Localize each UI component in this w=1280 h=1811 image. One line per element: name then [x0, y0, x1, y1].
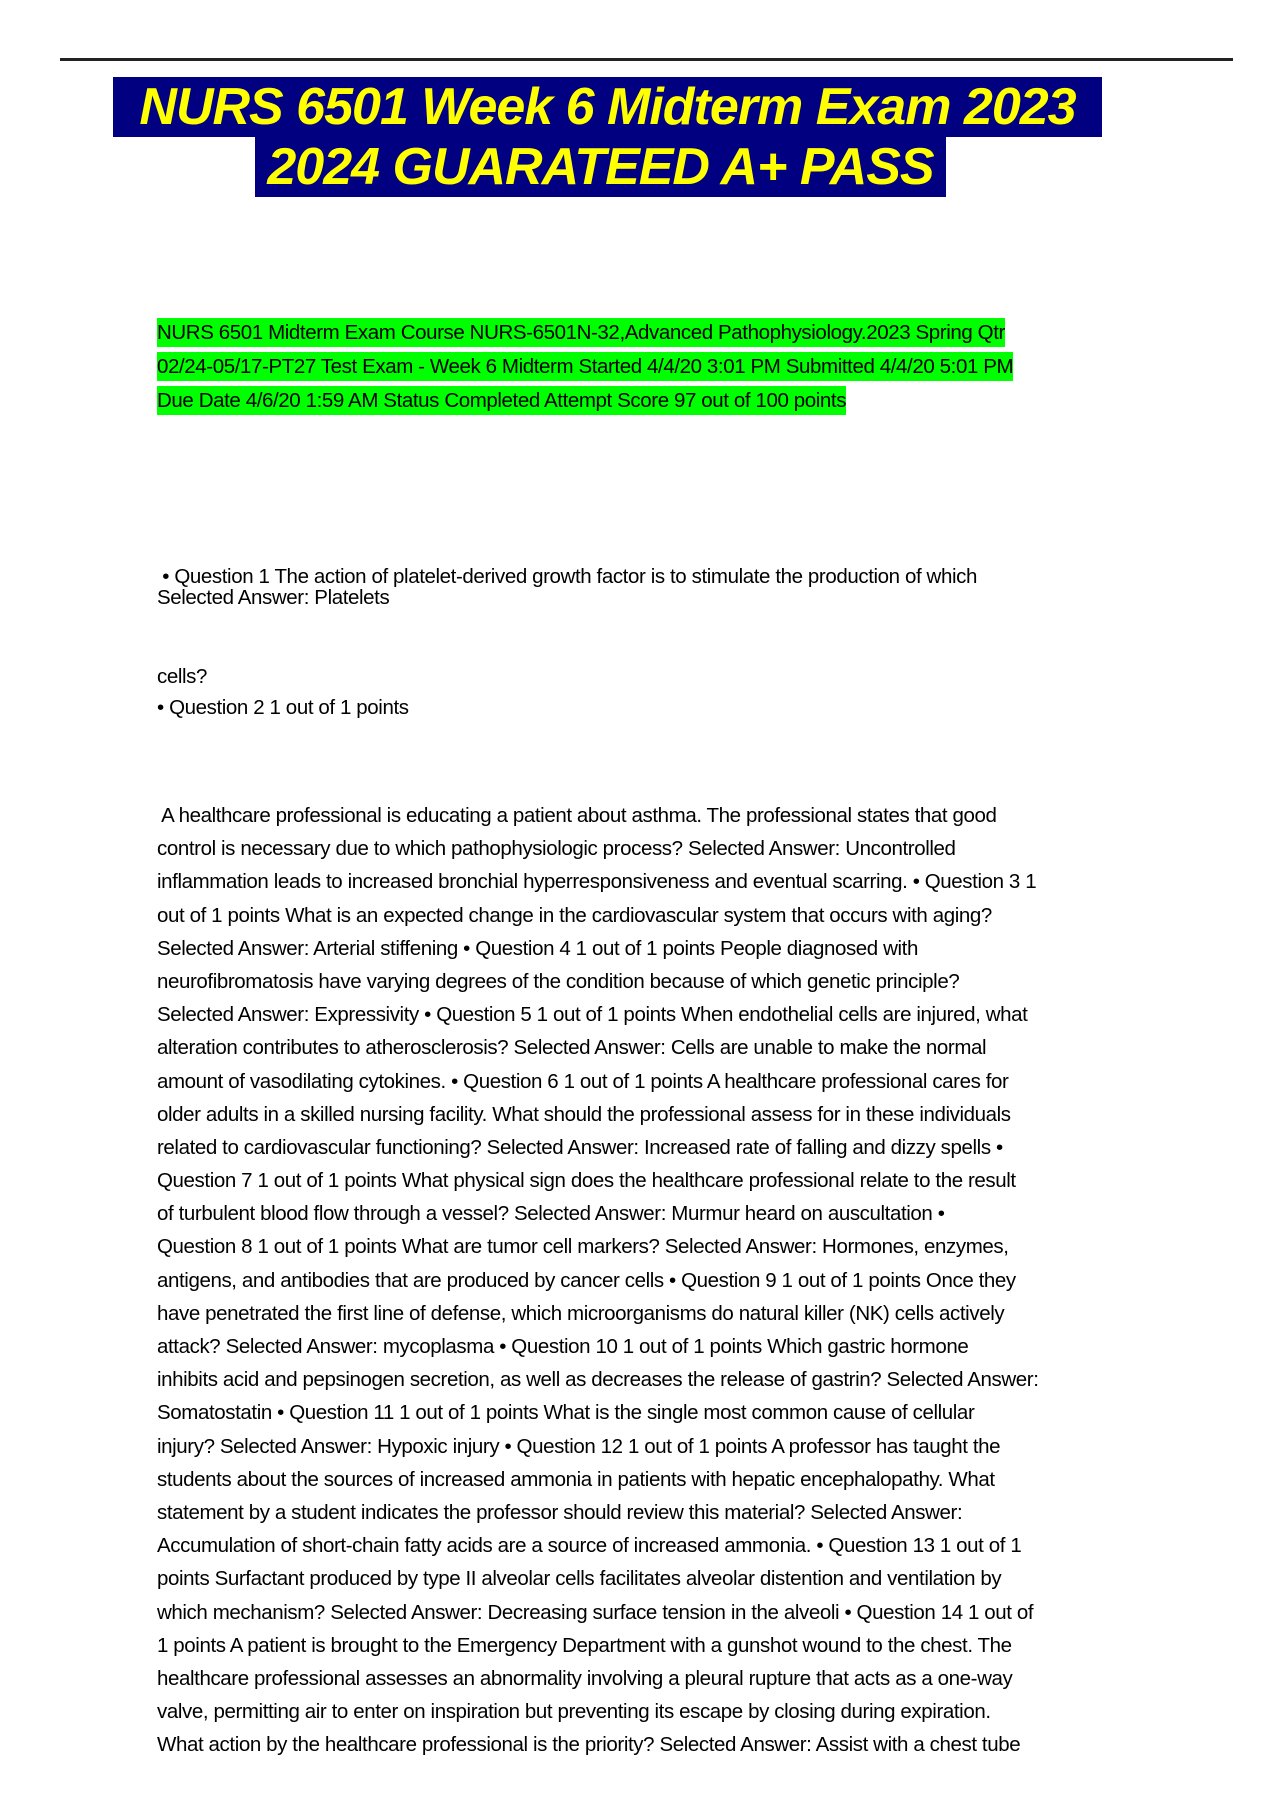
question-1-text: cells? [157, 665, 208, 688]
paragraph-line: control is necessary due to which pathophysiologic process? Selected Answer: Uncontrolled [157, 837, 956, 861]
paragraph-line: Question 7 1 out of 1 points What physical sign does the healthcare professional relate to the result [157, 1169, 1016, 1193]
paragraph-line: of turbulent blood flow through a vessel? Selected Answer: Murmur heard on auscultation • [157, 1202, 945, 1226]
paragraph-line: alteration contributes to atherosclerosis? Selected Answer: Cells are unable to make the normal [157, 1036, 987, 1060]
document-title-line-2: 2024 GUARATEED A+ PASS [255, 137, 946, 197]
questions-paragraph [157, 799, 1039, 1761]
exam-metadata-line: NURS 6501 Midterm Exam Course NURS-6501N-32,Advanced Pathophysiology.2023 Spring Qtr [157, 318, 1005, 347]
paragraph-line: older adults in a skilled nursing facility. What should the professional assess for in these individuals [157, 1102, 1011, 1126]
paragraph-line: Somatostatin • Question 11 1 out of 1 points What is the single most common cause of cellular [157, 1401, 975, 1425]
paragraph-line: inflammation leads to increased bronchial hyperresponsiveness and eventual scarring. • Question 3 1 [157, 870, 1037, 894]
paragraph-line: Selected Answer: Arterial stiffening • Question 4 1 out of 1 points People diagnosed with [157, 936, 918, 960]
paragraph-line: 1 points A patient is brought to the Emergency Department with a gunshot wound to the chest. The [157, 1633, 1012, 1657]
paragraph-line: which mechanism? Selected Answer: Decreasing surface tension in the alveoli • Question 14 1 out of [157, 1600, 1034, 1624]
paragraph-line: students about the sources of increased ammonia in patients with hepatic encephalopathy. What [157, 1467, 995, 1491]
exam-metadata-line: 02/24-05/17-PT27 Test Exam - Week 6 Midterm Started 4/4/20 3:01 PM Submitted 4/4/20 5:01 PM [157, 352, 1013, 381]
paragraph-line: attack? Selected Answer: mycoplasma • Question 10 1 out of 1 points Which gastric hormone [157, 1335, 969, 1358]
paragraph-line: neurofibromatosis have varying degrees of the condition because of which genetic principle? [157, 969, 960, 993]
exam-metadata-line: Due Date 4/6/20 1:59 AM Status Completed Attempt Score 97 out of 100 points [157, 386, 846, 415]
paragraph-line: have penetrated the first line of defense, which microorganisms do natural killer (NK) cells actively [157, 1301, 1005, 1325]
header-rule [60, 58, 1233, 61]
paragraph-line: amount of vasodilating cytokines. • Question 6 1 out of 1 points A healthcare professional cares for [157, 1069, 1009, 1093]
paragraph-line: points Surfactant produced by type II alveolar cells facilitates alveolar distention and ventilation by [157, 1567, 1002, 1591]
paragraph-line: Accumulation of short-chain fatty acids are a source of increased ammonia. • Question 13 1 out of 1 [157, 1534, 1022, 1558]
document-title-line-1: NURS 6501 Week 6 Midterm Exam 2023 [113, 77, 1102, 137]
paragraph-line: healthcare professional assesses an abnormality involving a pleural rupture that acts as a one-way [157, 1666, 1013, 1690]
exam-metadata [157, 318, 1013, 420]
paragraph-line: related to cardiovascular functioning? Selected Answer: Increased rate of falling and dizzy spells • [157, 1135, 1003, 1159]
paragraph-line: statement by a student indicates the professor should review this material? Selected Answer: [157, 1500, 963, 1524]
paragraph-line: Question 8 1 out of 1 points What are tumor cell markers? Selected Answer: Hormones, enzymes, [157, 1235, 1009, 1259]
paragraph-line: antigens, and antibodies that are produced by cancer cells • Question 9 1 out of 1 points Once they [157, 1268, 1016, 1292]
question-1-text: • Question 1 The action of platelet-derived growth factor is to stimulate the production of which [157, 565, 977, 589]
paragraph-line: Selected Answer: Expressivity • Question 5 1 out of 1 points When endothelial cells are injured, what [157, 1003, 1028, 1027]
question-2-header: • Question 2 1 out of 1 points [157, 696, 409, 719]
question-1-answer: Selected Answer: Platelets [157, 586, 390, 609]
paragraph-line: A healthcare professional is educating a patient about asthma. The professional states that good [157, 804, 997, 827]
paragraph-line: What action by the healthcare professional is the priority? Selected Answer: Assist with a chest tube [157, 1733, 1021, 1757]
paragraph-line: inhibits acid and pepsinogen secretion, as well as decreases the release of gastrin? Selected Answer: [157, 1368, 1039, 1392]
paragraph-line: out of 1 points What is an expected change in the cardiovascular system that occurs with aging? [157, 903, 992, 927]
paragraph-line: injury? Selected Answer: Hypoxic injury • Question 12 1 out of 1 points A professor has taught the [157, 1434, 1001, 1458]
paragraph-line: valve, permitting air to enter on inspiration but preventing its escape by closing during expiration. [157, 1700, 991, 1724]
